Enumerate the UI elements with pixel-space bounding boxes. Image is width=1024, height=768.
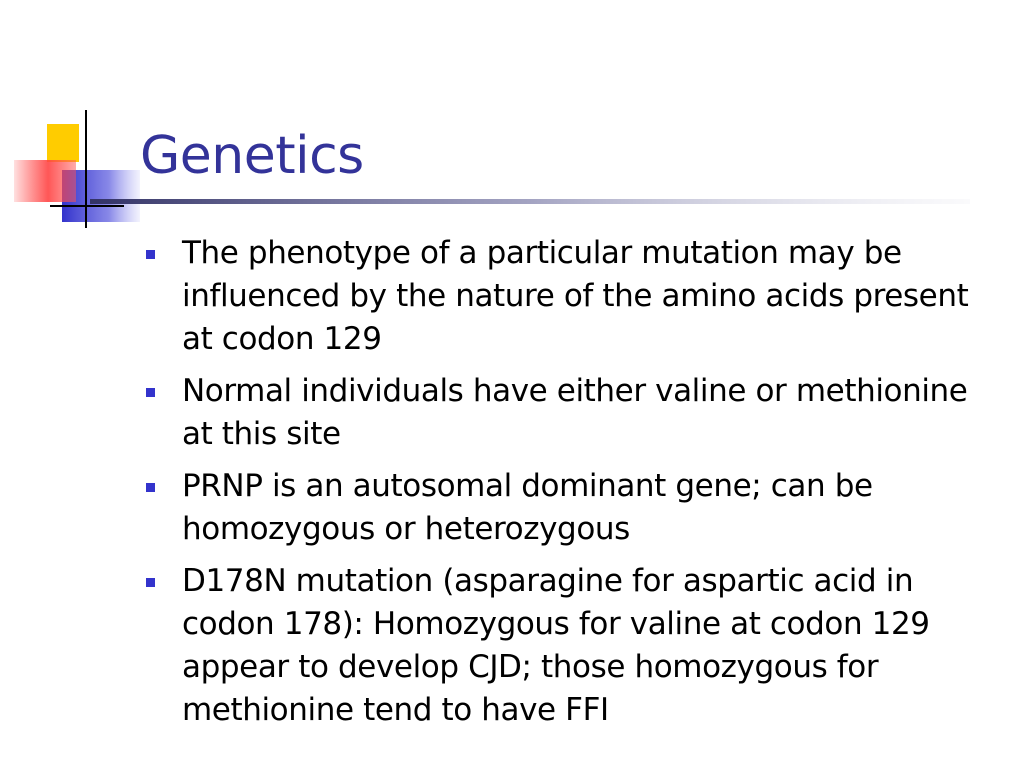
decorative-squares-logo xyxy=(0,0,140,240)
bullet-text: The phenotype of a particular mutation may be influenced by the nature of the amino acids present at codon 129 xyxy=(182,235,969,357)
title-underline xyxy=(90,199,970,204)
bullet-list xyxy=(140,232,1000,741)
bullet-text: PRNP is an autosomal dominant gene; can be homozygous or heterozygous xyxy=(182,468,873,547)
bullet-text: Normal individuals have either valine or methionine at this site xyxy=(182,373,968,452)
red-square xyxy=(14,160,76,202)
square-bullet-icon xyxy=(146,388,155,397)
bullet-text: D178N mutation (asparagine for aspartic acid in codon 178): Homozygous for valine at codon 129 appear to develop CJD; those homozygous for methionine tend to have FFI xyxy=(182,563,930,728)
yellow-square xyxy=(47,124,79,162)
slide-title: Genetics xyxy=(140,126,364,186)
bullet-item xyxy=(140,560,1000,732)
bullet-item xyxy=(140,232,1000,361)
square-bullet-icon xyxy=(146,483,155,492)
bullet-item xyxy=(140,370,1000,456)
square-bullet-icon xyxy=(146,250,155,259)
bullet-item xyxy=(140,465,1000,551)
square-bullet-icon xyxy=(146,578,155,587)
